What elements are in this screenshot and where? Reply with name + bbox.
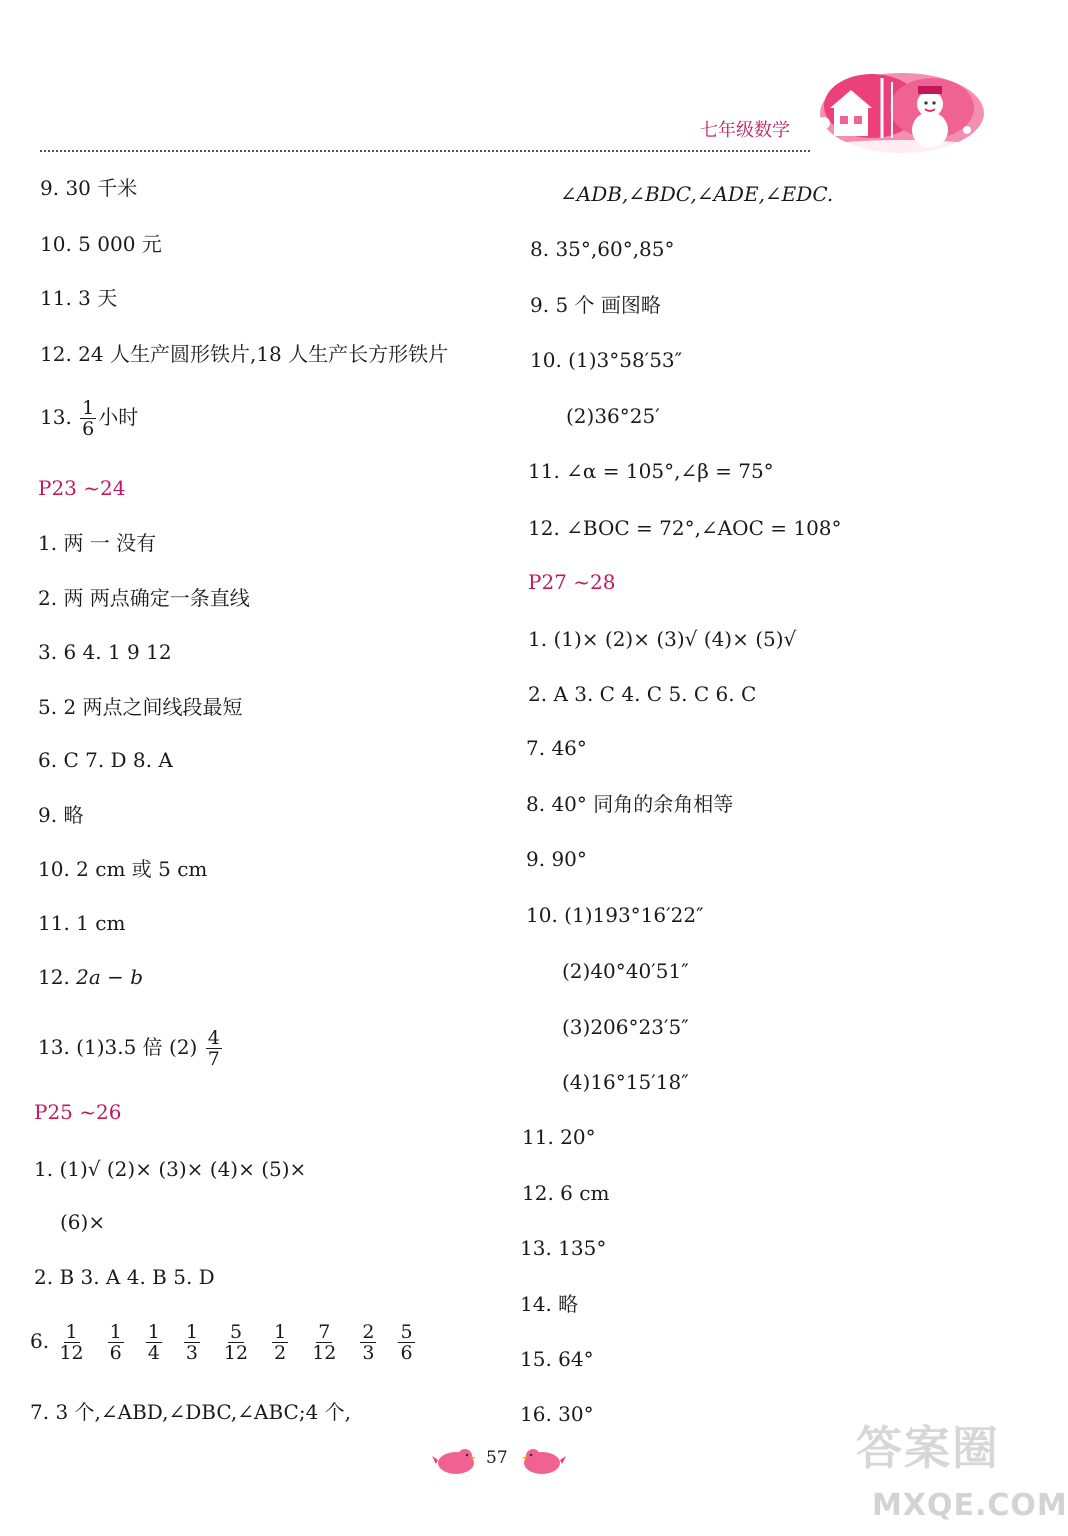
answer-11: 11. 3 天: [40, 286, 118, 310]
bird-right-icon: [522, 1446, 566, 1476]
p23-answer-12-expression: 2a − b: [76, 965, 144, 989]
page-number: 57: [486, 1448, 508, 1468]
p23-answer-13: [38, 1028, 224, 1069]
answer-12-right: 12. ∠BOC = 72°,∠AOC = 108°: [528, 516, 842, 540]
p23-answer-1: 1. 两 一 没有: [38, 531, 157, 555]
p27-answer-16: 16. 30°: [520, 1402, 594, 1426]
p27-answer-15: 15. 64°: [520, 1347, 594, 1371]
watermark-logo: 答案圈: [856, 1421, 1000, 1475]
answer-11-right: 11. ∠α = 105°,∠β = 75°: [528, 459, 774, 483]
fraction: [146, 1322, 162, 1363]
fraction-denominator: 3: [185, 1342, 198, 1364]
p27-answer-2: 2. A 3. C 4. C 5. C 6. C: [528, 682, 757, 706]
answer-13: [40, 398, 138, 439]
p23-answer-9: 9. 略: [38, 803, 84, 827]
snowman-house-illustration: [812, 68, 982, 158]
fraction: [398, 1322, 414, 1363]
fraction-denominator: 12: [59, 1342, 84, 1364]
answer-13-number: 13.: [40, 405, 72, 429]
section-heading-p25-26: P25 ~26: [34, 1100, 122, 1124]
p25-answer-6: [30, 1322, 417, 1363]
fraction-denominator: 3: [362, 1342, 375, 1364]
p23-answer-2: 2. 两 两点确定一条直线: [38, 586, 250, 610]
fraction-numerator: 4: [207, 1027, 220, 1049]
fraction-numerator: 1: [147, 1321, 160, 1343]
p23-answer-12: [38, 965, 143, 989]
p27-answer-10-part2: (2)40°40′51″: [562, 959, 689, 983]
fraction: [360, 1322, 376, 1363]
p23-answer-3: 3. 6 4. 1 9 12: [38, 640, 172, 664]
p27-answer-10: 10. (1)193°16′22″: [526, 903, 704, 927]
header-divider: [40, 150, 810, 152]
p23-answer-11: 11. 1 cm: [38, 911, 126, 935]
fraction: [184, 1322, 200, 1363]
answer-10-part2: (2)36°25′: [566, 404, 660, 428]
p25-answer-2: 2. B 3. A 4. B 5. D: [34, 1265, 215, 1289]
answer-10: 10. 5 000 元: [40, 232, 162, 256]
p27-answer-13: 13. 135°: [520, 1236, 607, 1260]
answer-9: 9. 30 千米: [40, 176, 138, 200]
fraction-numerator: 5: [400, 1321, 413, 1343]
answer-9-right: 9. 5 个 画图略: [530, 293, 661, 317]
p23-answer-12-number: 12.: [38, 965, 77, 989]
header-title: 七年级数学: [700, 120, 790, 141]
fraction-denominator: 7: [207, 1048, 220, 1070]
fraction: [57, 1322, 85, 1363]
fraction: [272, 1322, 288, 1363]
p23-answer-13-text: 13. (1)3.5 倍 (2): [38, 1035, 198, 1059]
fraction-denominator: 12: [223, 1342, 249, 1364]
bird-left-icon: [432, 1446, 476, 1476]
p23-answer-5: 5. 2 两点之间线段最短: [38, 695, 243, 719]
answer-8: 8. 35°,60°,85°: [530, 237, 675, 261]
p27-answer-12: 12. 6 cm: [522, 1181, 610, 1205]
p25-answer-6-number: 6.: [30, 1329, 50, 1353]
fraction-denominator: 4: [147, 1342, 160, 1364]
p25-answer-7: 7. 3 个,∠ABD,∠DBC,∠ABC;4 个,: [30, 1400, 352, 1424]
p27-answer-14: 14. 略: [520, 1292, 579, 1316]
p23-answer-6: 6. C 7. D 8. A: [38, 748, 173, 772]
fraction-numerator: 5: [229, 1321, 243, 1343]
p27-answer-9: 9. 90°: [526, 847, 587, 871]
fraction: [80, 398, 96, 439]
p27-answer-10-part3: (3)206°23′5″: [562, 1015, 689, 1039]
p27-answer-8: 8. 40° 同角的余角相等: [526, 792, 734, 816]
fraction-list: [55, 1322, 416, 1363]
fraction-numerator: 7: [318, 1321, 331, 1343]
p27-answer-10-part4: (4)16°15′18″: [562, 1070, 689, 1094]
fraction: [108, 1322, 124, 1363]
fraction-denominator: 12: [312, 1342, 337, 1364]
fraction: [222, 1322, 250, 1363]
fraction-numerator: 1: [82, 397, 95, 419]
fraction-numerator: 1: [109, 1321, 122, 1343]
fraction-numerator: 1: [185, 1321, 198, 1343]
p27-answer-7: 7. 46°: [526, 736, 587, 760]
watermark-url: MXQE.COM: [872, 1488, 1068, 1523]
p23-answer-10: 10. 2 cm 或 5 cm: [38, 857, 208, 881]
section-heading-p23-24: P23 ~24: [38, 476, 126, 500]
p25-answer-1: 1. (1)√ (2)× (3)× (4)× (5)×: [34, 1157, 307, 1181]
answer-12: 12. 24 人生产圆形铁片,18 人生产长方形铁片: [40, 342, 449, 366]
fraction: [206, 1028, 222, 1069]
fraction-denominator: 2: [274, 1342, 287, 1364]
answer-10-right: 10. (1)3°58′53″: [530, 348, 683, 372]
p27-answer-1: 1. (1)× (2)× (3)√ (4)× (5)√: [528, 627, 797, 651]
section-heading-p27-28: P27 ~28: [528, 570, 616, 594]
p27-answer-11: 11. 20°: [522, 1125, 596, 1149]
answer-13-unit: 小时: [98, 405, 139, 429]
fraction-denominator: 6: [400, 1342, 413, 1364]
answer-7-continued: ∠ADB,∠BDC,∠ADE,∠EDC.: [560, 182, 834, 206]
p25-answer-1-cont: (6)×: [60, 1210, 106, 1234]
fraction: [310, 1322, 338, 1363]
fraction-numerator: 1: [274, 1321, 287, 1343]
fraction-denominator: 6: [82, 418, 95, 440]
fraction-numerator: 1: [65, 1321, 78, 1343]
fraction-numerator: 2: [362, 1321, 375, 1343]
fraction-denominator: 6: [109, 1342, 122, 1364]
